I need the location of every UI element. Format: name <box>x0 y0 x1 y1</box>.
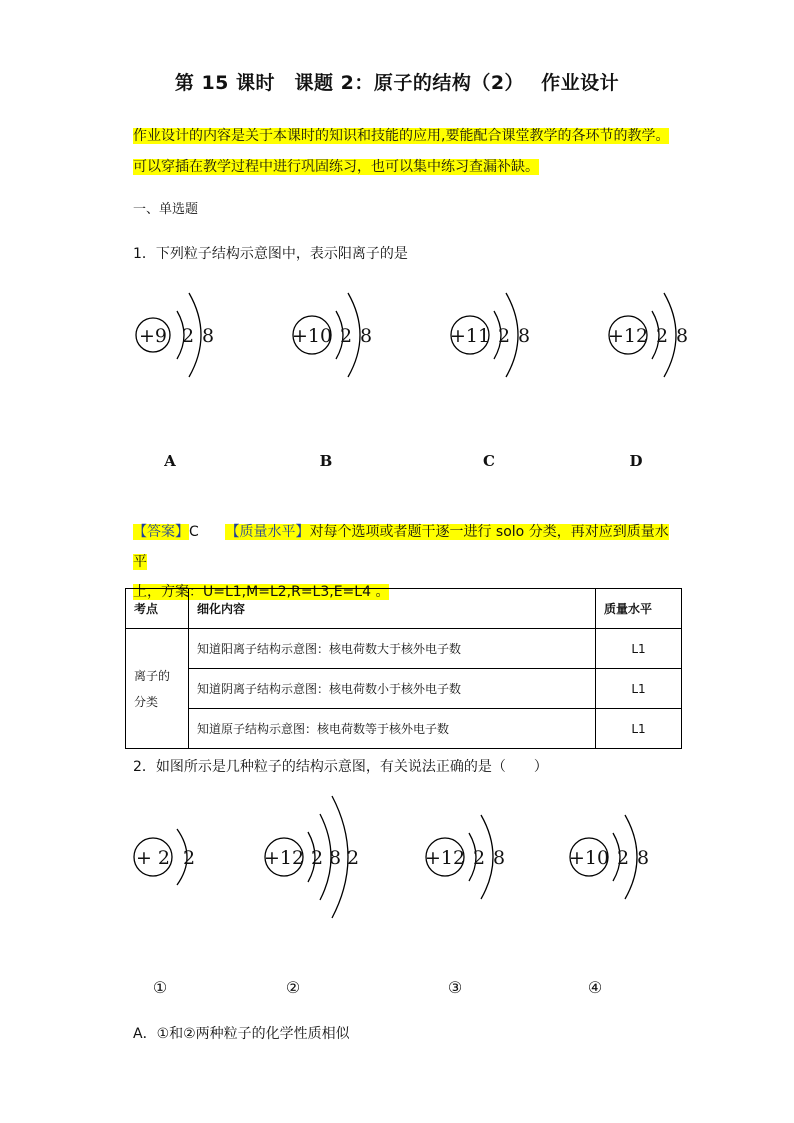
shell-electrons: 8 <box>636 847 650 869</box>
quality-scheme: 上，方案：U=L1,M=L2,R=L3,E=L4 。 <box>133 584 390 600</box>
table-cell-level: L1 <box>596 629 682 669</box>
atom-diagram-a <box>133 285 228 389</box>
question-2-text: 2．如图所示是几种粒子的结构示意图，有关说法正确的是（ ） <box>133 759 548 775</box>
nucleus-charge: +10 <box>568 847 610 869</box>
table-row <box>126 629 682 669</box>
particle-diagram-2 <box>262 790 372 924</box>
atom-diagram-c <box>448 285 543 389</box>
page-title: 第 15 课时 课题 2：原子的结构（2） 作业设计 <box>174 72 620 94</box>
intro-text <box>133 121 669 183</box>
table-row <box>126 669 682 709</box>
shell-electrons: 2 <box>310 847 324 869</box>
particle-diagram-4 <box>567 807 662 911</box>
choice-a: A．①和②两种粒子的化学性质相似 <box>133 1026 350 1042</box>
nucleus-charge: +10 <box>291 325 333 347</box>
table-header-row <box>126 589 682 629</box>
shell-electrons: 2 <box>339 325 353 347</box>
nucleus-charge: +9 <box>138 325 168 347</box>
nucleus-charge: +11 <box>449 325 491 347</box>
shell-electrons: 8 <box>675 325 689 347</box>
nucleus-charge: +12 <box>607 325 649 347</box>
intro-line-1: 作业设计的内容是关于本课时的知识和技能的应用,要能配合课堂教学的各环节的教学。 <box>133 128 670 144</box>
table-header: 考点 <box>126 589 189 629</box>
shell-electrons: 2 <box>655 325 669 347</box>
option-label-b: B <box>319 452 333 470</box>
quality-description: 对每个选项或者题干逐一进行 solo 分类，再对应到质量水平 <box>133 524 669 570</box>
answer-value: C <box>189 524 199 540</box>
shell-electrons: 8 <box>201 325 215 347</box>
table-cell-level: L1 <box>596 669 682 709</box>
table-header: 质量水平 <box>596 589 682 629</box>
option-label-d: D <box>629 452 643 470</box>
table-category: 离子的分类 <box>126 629 189 749</box>
table-cell-content: 知道阴离子结构示意图：核电荷数小于核外电子数 <box>189 669 596 709</box>
intro-line-2: 可以穿插在教学过程中进行巩固练习，也可以集中练习查漏补缺。 <box>133 159 539 175</box>
diagram-label-1: ① <box>152 978 168 997</box>
option-label-a: A <box>164 452 176 470</box>
nucleus-charge: +12 <box>424 847 466 869</box>
table-cell-content: 知道原子结构示意图：核电荷数等于核外电子数 <box>189 709 596 749</box>
question-1-text: 1．下列粒子结构示意图中，表示阳离子的是 <box>133 246 408 262</box>
shell-electrons: 8 <box>492 847 506 869</box>
nucleus-charge: + 2 <box>135 847 171 869</box>
table-cell-content: 知道阳离子结构示意图：核电荷数大于核外电子数 <box>189 629 596 669</box>
shell-electrons: 2 <box>346 847 360 869</box>
table-row <box>126 709 682 749</box>
quality-level-table <box>125 588 682 749</box>
atom-diagram-b <box>290 285 385 389</box>
section-heading: 一、单选题 <box>133 202 199 217</box>
shell-electrons: 2 <box>472 847 486 869</box>
nucleus-charge: +12 <box>263 847 305 869</box>
diagram-label-2: ② <box>285 978 301 997</box>
quality-tag: 【质量水平】 <box>225 524 310 540</box>
shell-electrons: 8 <box>328 847 342 869</box>
diagram-label-3: ③ <box>447 978 463 997</box>
option-label-c: C <box>483 452 495 470</box>
shell-electrons: 2 <box>182 847 196 869</box>
particle-diagram-3 <box>423 807 518 911</box>
particle-diagram-1 <box>131 807 211 911</box>
shell-electrons: 2 <box>497 325 511 347</box>
table-header: 细化内容 <box>189 589 596 629</box>
shell-electrons: 8 <box>359 325 373 347</box>
atom-diagram-d <box>606 285 701 389</box>
shell-electrons: 2 <box>616 847 630 869</box>
answer-tag: 【答案】 <box>133 524 189 540</box>
shell-electrons: 8 <box>517 325 531 347</box>
shell-electrons: 2 <box>181 325 195 347</box>
table-cell-level: L1 <box>596 709 682 749</box>
diagram-label-4: ④ <box>587 978 603 997</box>
